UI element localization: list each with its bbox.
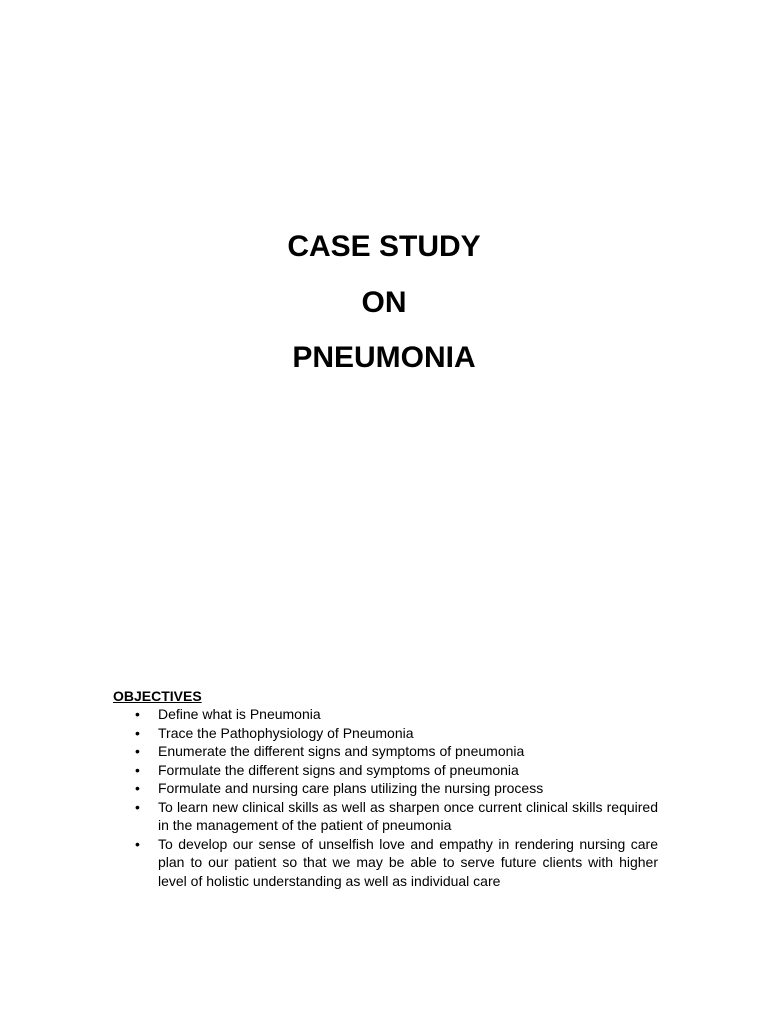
bullet-icon: • [135, 798, 140, 815]
bullet-icon: • [135, 761, 140, 778]
list-item [113, 779, 658, 798]
objectives-list [113, 705, 658, 890]
list-item [113, 798, 658, 835]
list-item-text: Define what is Pneumonia [158, 706, 321, 722]
bullet-icon: • [135, 743, 140, 759]
list-item-text: Formulate and nursing care plans utilizing the nursing process [158, 780, 544, 796]
list-item-text: To learn new clinical skills as well as sharpen once current clinical skills required in the management of the patient of pneumonia [158, 798, 658, 833]
list-item-text: Trace the Pathophysiology of Pneumonia [158, 724, 414, 741]
bullet-icon: • [135, 724, 140, 741]
list-item [113, 724, 658, 743]
list-item-text: Enumerate the different signs and symptoms of pneumonia [158, 743, 525, 759]
title-line-pneumonia: PNEUMONIA [292, 341, 476, 374]
bullet-icon: • [135, 706, 140, 722]
list-item-text: To develop our sense of unselfish love and empathy in rendering nursing care plan to our patient so that we may be able to serve future clients with higher level of holistic understanding as well as individual care [158, 835, 658, 889]
bullet-icon: • [135, 780, 140, 796]
bullet-icon: • [135, 835, 140, 852]
title-line-on: ON [361, 286, 407, 319]
objectives-heading: OBJECTIVES [113, 688, 202, 704]
list-item [113, 761, 658, 780]
list-item [113, 742, 658, 761]
list-item [113, 705, 658, 724]
objectives-section [113, 688, 658, 890]
list-item [113, 835, 658, 891]
title-line-case-study: CASE STUDY [287, 230, 481, 263]
list-item-text: Formulate the different signs and symptoms of pneumonia [158, 761, 519, 778]
